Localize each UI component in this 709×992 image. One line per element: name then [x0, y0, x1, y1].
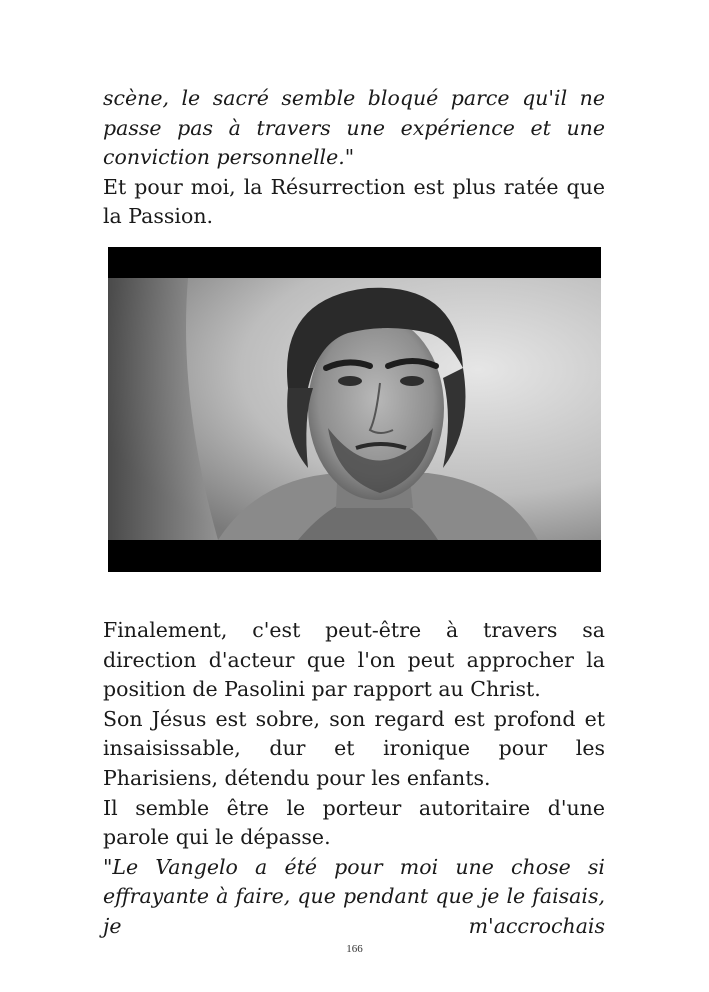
paragraph: Son Jésus est sobre, son regard est profond et insaisissable, dur et ironique pour les Pharisiens, détendu pour les enfants.: [103, 706, 605, 790]
text-block-bottom: [103, 616, 605, 942]
paragraph: Il semble être le porteur autoritaire d'une parole qui le dépasse.: [103, 795, 605, 850]
portrait-image: [108, 278, 601, 540]
quote-continuation: scène, le sacré semble bloqué parce qu'il ne passe pas à travers une expérience et une conviction personnelle.": [103, 86, 605, 170]
text-block-top: [103, 84, 605, 232]
quote-start: "Le Vangelo a été pour moi une chose si effrayante à faire, que pendant que je le faisais, je m'accrochais: [103, 854, 605, 938]
paragraph: Et pour moi, la Résurrection est plus ratée que la Passion.: [103, 174, 605, 229]
film-still-photo: [108, 247, 601, 572]
paragraph: Finalement, c'est peut-être à travers sa direction d'acteur que l'on peut approcher la position de Pasolini par rapport au Christ.: [103, 618, 605, 702]
page-number: 166: [346, 943, 363, 955]
